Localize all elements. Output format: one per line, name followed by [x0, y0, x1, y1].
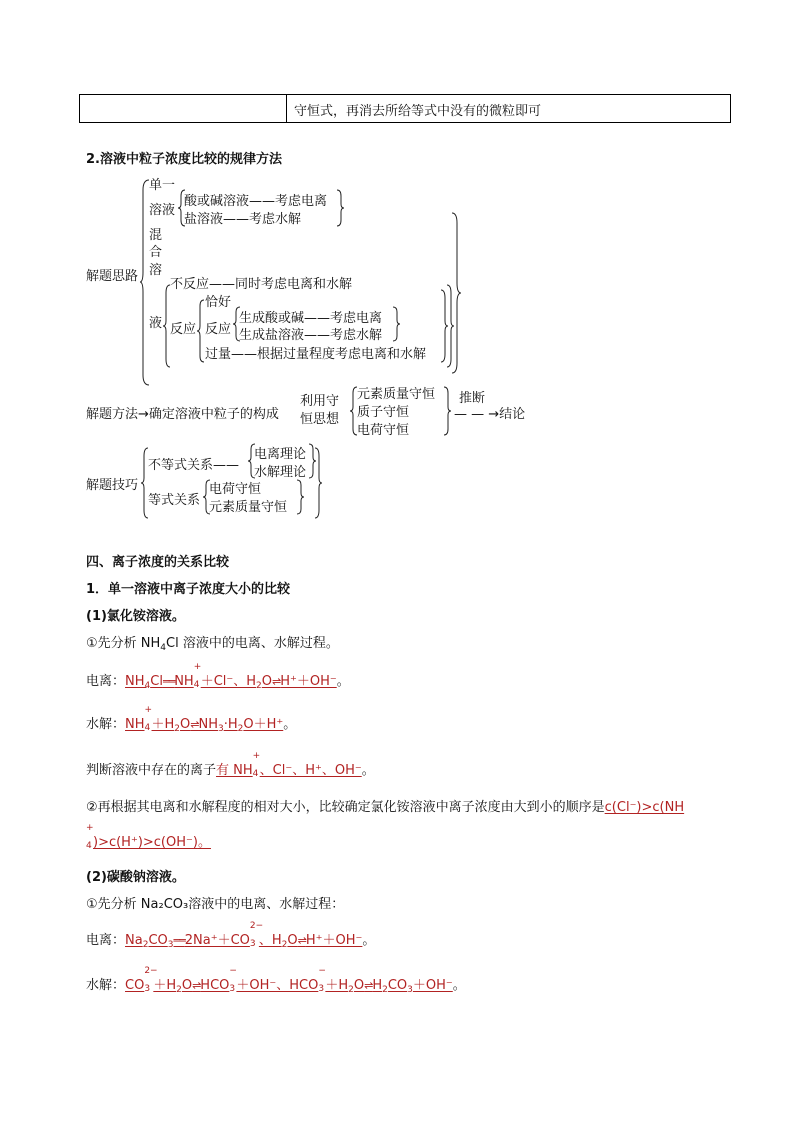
na2co3-ionize-period: 。: [362, 933, 376, 948]
nh4cl-step1: ①先分析 $NH_4Cl$ 溶液中的电离、水解过程。: [86, 636, 339, 653]
ionize-period: 。: [336, 674, 350, 689]
judge-label: 判断溶液中存在的离子: [86, 763, 217, 778]
infer-label: 推断: [459, 391, 486, 406]
single-label: 单一: [149, 178, 176, 193]
method-brace-right: [443, 387, 451, 435]
na2co3-hydro: [86, 966, 466, 995]
hydro-theory: 水解理论: [254, 465, 307, 480]
no-react-line: 不反应——同时考虑电离和水解: [170, 277, 353, 292]
judge-period: 。: [361, 763, 375, 778]
mixed-char-1: 混: [149, 228, 163, 243]
nh4cl-step1-mid: Cl 溶液中的电离、水解过程。: [166, 636, 339, 651]
gen-acid-line: 生成酸或碱——考虑电离: [239, 311, 383, 326]
mixed-char-4: 液: [149, 316, 163, 331]
method-label: 解题方法→确定溶液中粒子的构成: [86, 407, 279, 422]
na2co3-ionize-label: 电离：: [86, 933, 126, 948]
conclusion-arrow: — — →结论: [454, 407, 526, 422]
table-divider: [286, 95, 287, 122]
react-label: 反应: [170, 322, 197, 337]
use-line-1: 利用守: [300, 394, 340, 409]
na2co3-title: (2)碳酸钠溶液。: [86, 870, 185, 885]
nh4cl-step1-pre: ①先分析 NH: [86, 636, 161, 651]
skill-brace-right: [314, 448, 322, 518]
react2-label: 反应: [205, 322, 232, 337]
nh4cl-ionize-eq: $NH_4Cl══NH$ + 4 ＋Cl⁻、$H_2O\rightleftharpoons H^++OH^-$: [125, 662, 337, 691]
table-cell-text: 守恒式，再消去所给等式中没有的微粒即可: [294, 104, 542, 119]
nh4cl-title: (1)氯化铵溶液。: [86, 609, 185, 624]
judge-post: 、Cl⁻、H⁺、OH⁻: [259, 763, 362, 778]
eq-label: 等式关系: [148, 493, 201, 508]
conserve-proton: 质子守恒: [357, 405, 410, 420]
section4-heading: 四、离子浓度的关系比较: [86, 555, 230, 570]
thinking-label: 解题思路: [86, 269, 139, 284]
na2co3-ionize: [86, 921, 376, 950]
ineq-label: 不等式关系——: [148, 458, 240, 473]
hydro-period: 。: [283, 717, 297, 732]
exact-label: 恰好: [205, 295, 232, 310]
excess-line: 过量——根据过量程度考虑电离和水解: [205, 347, 427, 362]
na2co3-hydro-period: 。: [452, 978, 466, 993]
skill-label: 解题技巧: [86, 478, 139, 493]
nh4cl-hydro-eq: NH + 4 $+H_2O\rightleftharpoons NH_3\cdot H_2O+H^+$: [125, 705, 284, 734]
nh4cl-hydro: [86, 705, 297, 734]
react-brace: [197, 300, 205, 362]
nh4cl-ionize: [86, 662, 350, 691]
step2-text: ②再根据其电离和水解程度的相对大小，比较确定氯化铵溶液中离子浓度由大到小的顺序是: [86, 800, 605, 815]
judge-line: [86, 751, 375, 779]
thinking-brace-right: [451, 213, 461, 373]
section4-sub1: 1．单一溶液中离子浓度大小的比较: [86, 582, 291, 597]
conserve-charge: 电荷守恒: [357, 423, 410, 438]
mass-conserve: 元素质量守恒: [209, 500, 288, 515]
na2co3-ionize-eq: $Na_2CO_3══2Na^++CO$ 2− 3 、$H_2O\rightleftharpoons H^++OH^-$: [125, 921, 363, 950]
na2co3-hydro-eq: CO 2− 3 $+H_2O\rightleftharpoons HCO$ − 3 ＋OH⁻、HCO − 3 $+H_2O\rightleftharpoons H_2CO_3+OH^-$: [125, 966, 453, 995]
top-table-row: [79, 94, 731, 123]
conserve-mass: 元素质量守恒: [357, 387, 436, 402]
solution-label: 溶液: [149, 203, 176, 218]
step2-ans1: c(Cl⁻)>c(NH: [604, 800, 685, 815]
use-line-2: 恒思想: [300, 412, 340, 427]
eq-brace-right: [296, 480, 304, 514]
acid-base-line: 酸或碱溶液——考虑电离: [184, 194, 328, 209]
step2-line: [86, 796, 684, 815]
ion-theory: 电离理论: [254, 447, 307, 462]
exact-brace-right: [392, 307, 400, 341]
hydro-label: 水解：: [86, 717, 126, 732]
judge-ions: 有 NH + 4 、Cl⁻、H⁺、OH⁻: [216, 751, 362, 779]
ionize-label: 电离：: [86, 674, 126, 689]
step2-line2: + 4 )>c(H⁺)>c(OH⁻)。: [86, 823, 211, 851]
salt-line: 盐溶液——考虑水解: [184, 212, 302, 227]
na2co3-step1: ①先分析 Na₂CO₃溶液中的电离、水解过程：: [86, 897, 345, 912]
na2co3-hydro-label: 水解：: [86, 978, 126, 993]
mixed-char-3: 溶: [149, 263, 163, 278]
step2-ans2: )>c(H⁺)>c(OH⁻): [93, 835, 198, 850]
step2-period: 。: [197, 835, 211, 850]
charge-conserve: 电荷守恒: [209, 482, 262, 497]
section2-heading: 2.溶液中粒子浓度比较的规律方法: [86, 152, 282, 167]
gen-salt-line: 生成盐溶液——考虑水解: [239, 328, 383, 343]
single-brace-right: [336, 190, 344, 226]
judge-pre: 有 NH: [216, 763, 253, 778]
mixed-char-2: 合: [149, 245, 163, 260]
